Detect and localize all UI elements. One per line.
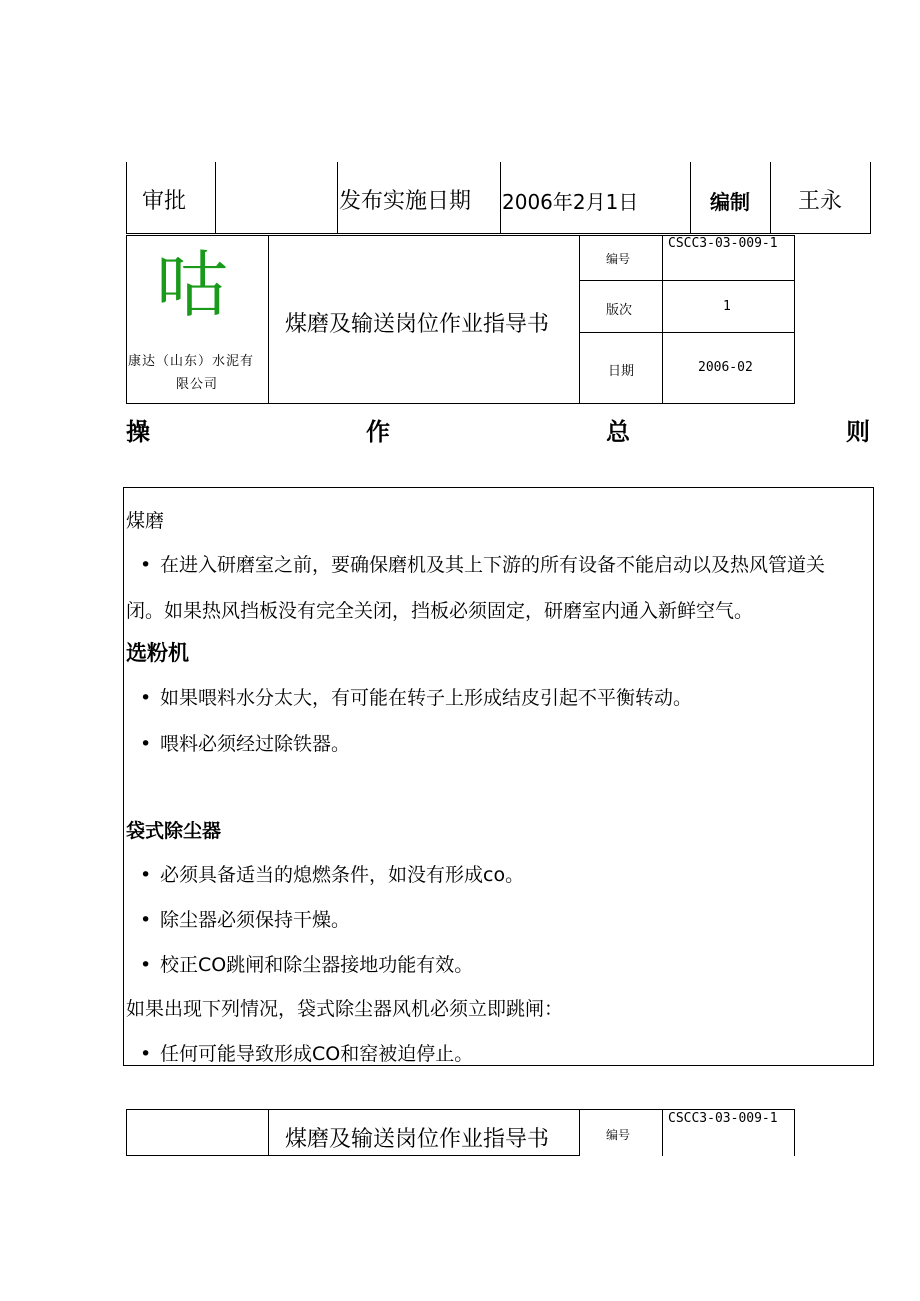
author-label: 编制 [710,190,750,214]
footer-number-value: CSCC3-03-009-1 [668,1111,778,1126]
date-value: 2006-02 [698,360,753,375]
list-item: • 必须具备适当的熄燃条件，如没有形成co。 [140,864,525,886]
list-item: • 在进入研磨室之前，要确保磨机及其上下游的所有设备不能启动以及热风管道关 [140,554,826,576]
company-logo: 咕 [156,243,229,327]
list-item: • 喂料必须经过除铁器。 [140,733,351,755]
number-value: CSCC3-03-009-1 [668,236,778,251]
list-item-continuation: 闭。如果热风挡板没有完全关闭，挡板必须固定，研磨室内通入新鲜空气。 [126,600,754,622]
author-name: 王永 [798,189,843,214]
trip-intro: 如果出现下列情况，袋式除尘器风机必须立即跳闸： [126,998,564,1020]
footer-doc-title: 煤磨及输送岗位作业指导书 [285,1127,550,1152]
coal-mill-title: 煤磨 [126,510,165,532]
company-name-line2: 限公司 [176,377,219,392]
separator-title: 选粉机 [126,641,189,665]
version-label: 版次 [606,303,633,318]
list-item: • 除尘器必须保持干燥。 [140,909,351,931]
release-date-value: 2006年2月1日 [502,190,639,214]
release-date-label: 发布实施日期 [339,189,472,214]
heading-char-2: 作 [366,418,390,446]
company-name-line1: 康达（山东）水泥有 [128,354,255,369]
heading-char-4: 则 [846,418,870,446]
number-label: 编号 [606,252,631,266]
footer-number-label: 编号 [606,1128,631,1142]
list-item: • 任何可能导致形成CO和窑被迫停止。 [140,1043,474,1065]
doc-title: 煤磨及输送岗位作业指导书 [285,312,550,337]
list-item: • 如果喂料水分太大，有可能在转子上形成结皮引起不平衡转动。 [140,687,693,709]
heading-char-1: 操 [126,418,150,446]
date-label: 日期 [608,364,635,379]
list-item: • 校正CO跳闸和除尘器接地功能有效。 [140,954,474,976]
heading-char-3: 总 [606,418,630,446]
bag-filter-title: 袋式除尘器 [126,820,222,842]
version-value: 1 [723,299,731,314]
approve-label: 审批 [142,189,187,214]
